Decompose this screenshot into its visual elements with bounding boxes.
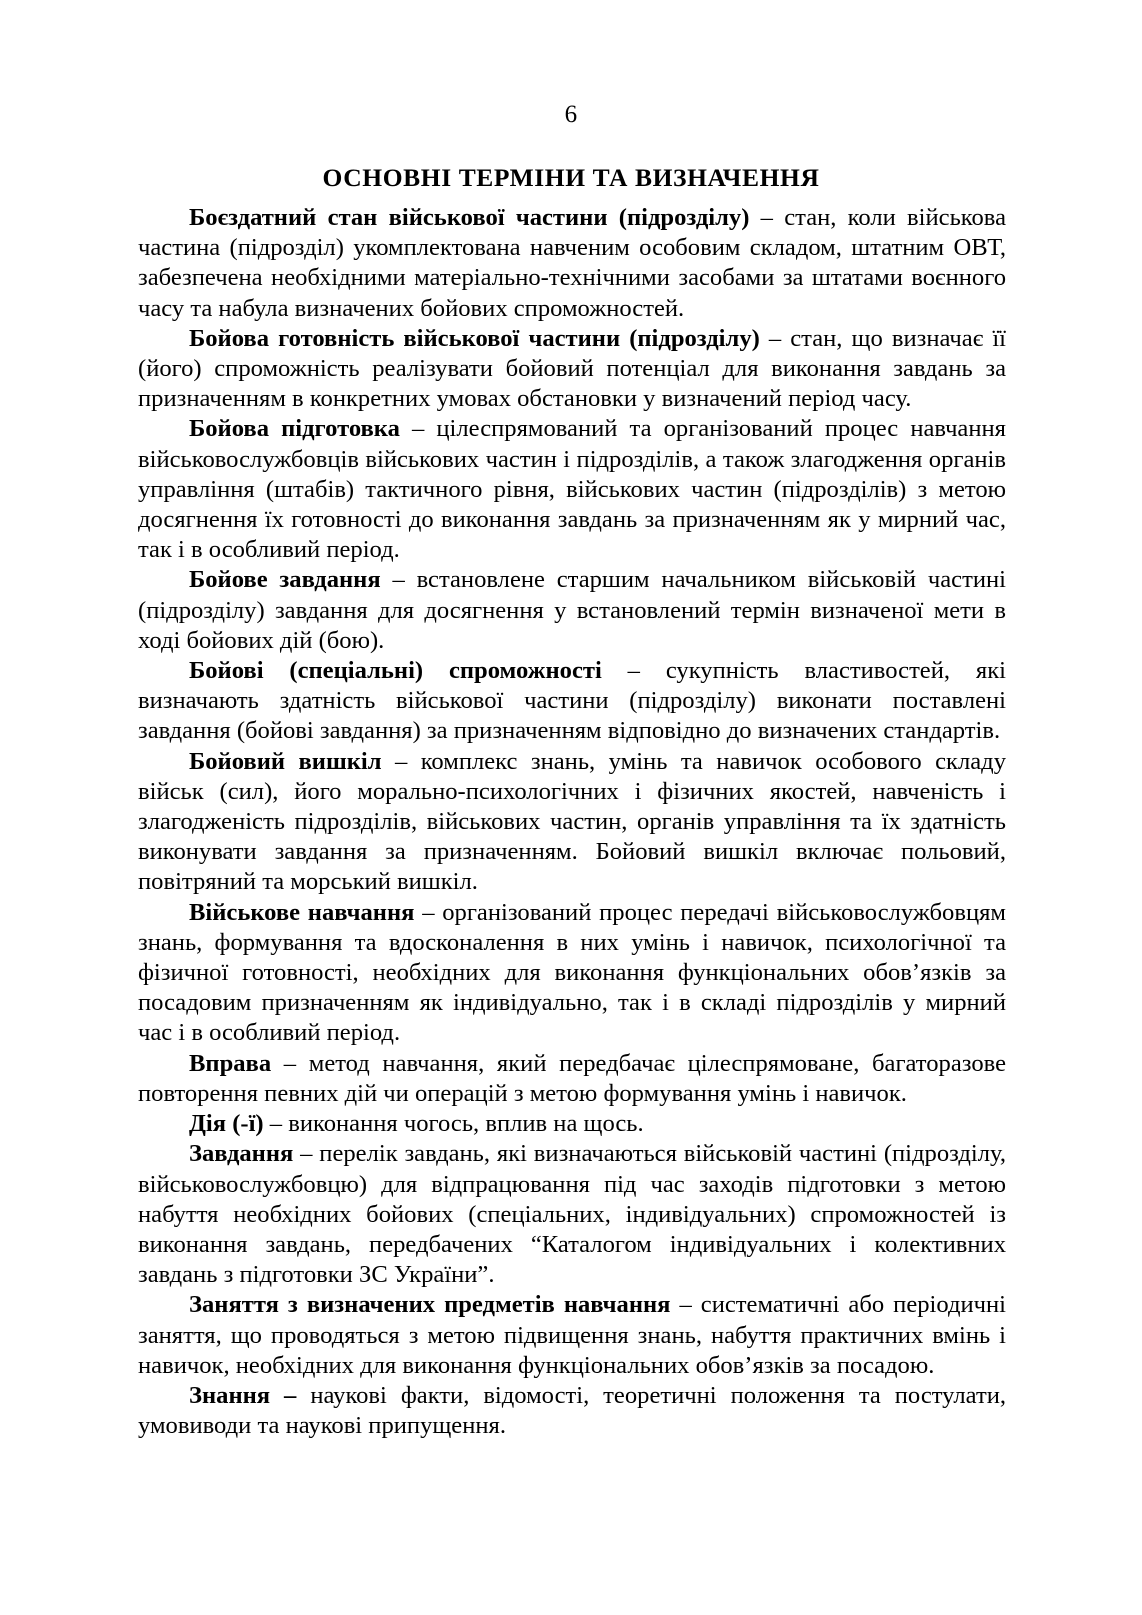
term-entry	[138, 1109, 1006, 1139]
term-name: Заняття з визначених предметів навчання	[189, 1291, 671, 1319]
term-name: Бойове завдання	[189, 566, 381, 594]
term-name: Дія (-ї)	[189, 1110, 264, 1138]
term-definition: – метод навчання, який передбачає цілеспрямоване, багаторазове повторення певних дій чи операцій з метою формування умінь і навичок.	[138, 1049, 1006, 1107]
term-entry	[138, 1049, 1006, 1109]
term-definition: – стан, коли військова частина (підрозділ) укомплектована навченим особовим складом, штатним ОВТ, забезпечена необхідними матеріально-технічними засобами за штатами воєнного часу та набула визначених бойових спроможностей.	[138, 204, 1006, 322]
term-definition: – цілеспрямований та організований процес навчання військовослужбовців військових частин і підрозділів, а також злагодження органів управління (штабів) тактичного рівня, військових частин (підрозділів) з метою досягнення їх готовності до виконання завдань за призначенням як у мирний час, так і в особливий період.	[138, 415, 1006, 564]
term-definition: – систематичні або періодичні заняття, що проводяться з метою підвищення знань, набуття практичних вмінь і навичок, необхідних для виконання функціональних обов’язків за посадою.	[138, 1291, 1006, 1379]
document-body	[138, 203, 1006, 1441]
term-entry	[138, 898, 1006, 1049]
term-definition: – встановлене старшим начальником військовій частині (підрозділу) завдання для досягнення у встановлений термін визначеної мети в ході бойових дій (бою).	[138, 566, 1006, 654]
term-name: Бойова підготовка	[189, 415, 400, 443]
term-entry	[138, 1139, 1006, 1290]
term-entry	[138, 203, 1006, 324]
term-definition: – організований процес передачі військовослужбовцям знань, формування та вдосконалення в них умінь і навичок, психологічної та фізичної готовності, необхідних для виконання функціональних обов’язків за посадовим призначенням як індивідуально, так і в складі підрозділів у мирний час і в особливий період.	[138, 898, 1006, 1047]
term-name: Боєздатний стан військової частини (підрозділу)	[189, 204, 750, 231]
term-entry	[138, 565, 1006, 656]
term-name: Військове навчання	[189, 898, 415, 926]
term-definition: – стан, що визначає її (його) спроможність реалізувати бойовий потенціал для виконання завдань за призначенням в конкретних умовах обстановки у визначений період часу.	[138, 324, 1006, 413]
term-name: Бойова готовність військової частини (підрозділу)	[189, 324, 760, 352]
term-name: Знання –	[189, 1381, 297, 1409]
page-title: ОСНОВНІ ТЕРМІНИ ТА ВИЗНАЧЕННЯ	[322, 163, 820, 193]
term-name: Завдання	[189, 1140, 294, 1168]
page-number: 6	[564, 101, 578, 128]
term-entry	[138, 747, 1006, 898]
term-name: Вправа	[189, 1049, 272, 1077]
term-entry	[138, 1381, 1006, 1441]
term-definition: – комплекс знань, умінь та навичок особового складу військ (сил), його морально-психологічних і фізичних якостей, навченість і злагодженість підрозділів, військових частин, органів управління та їх здатність виконувати завдання за призначенням. Бойовий вишкіл включає польовий, повітряний та морський вишкіл.	[138, 747, 1006, 896]
term-definition: – виконання чогось, вплив на щось.	[263, 1110, 644, 1138]
term-name: Бойові (спеціальні) спроможності	[189, 657, 602, 685]
term-name: Бойовий вишкіл	[189, 747, 382, 775]
term-entry	[138, 414, 1006, 565]
term-definition: – перелік завдань, які визначаються військовій частині (підрозділу, військовослужбовцю) для відпрацювання під час заходів підготовки з метою набуття необхідних бойових (спеціальних, індивідуальних) спроможностей із виконання завдань, передбачених “Каталогом індивідуальних і колективних завдань з підготовки ЗС України”.	[138, 1140, 1006, 1289]
term-entry	[138, 324, 1006, 415]
term-entry	[138, 1290, 1006, 1381]
term-entry	[138, 656, 1006, 747]
term-definition: – сукупність властивостей, які визначають здатність військової частини (підрозділу) виконати поставлені завдання (бойові завдання) за призначенням відповідно до визначених стандартів.	[138, 657, 1006, 745]
term-definition: наукові факти, відомості, теоретичні положення та постулати, умовиводи та наукові припущення.	[138, 1381, 1007, 1440]
